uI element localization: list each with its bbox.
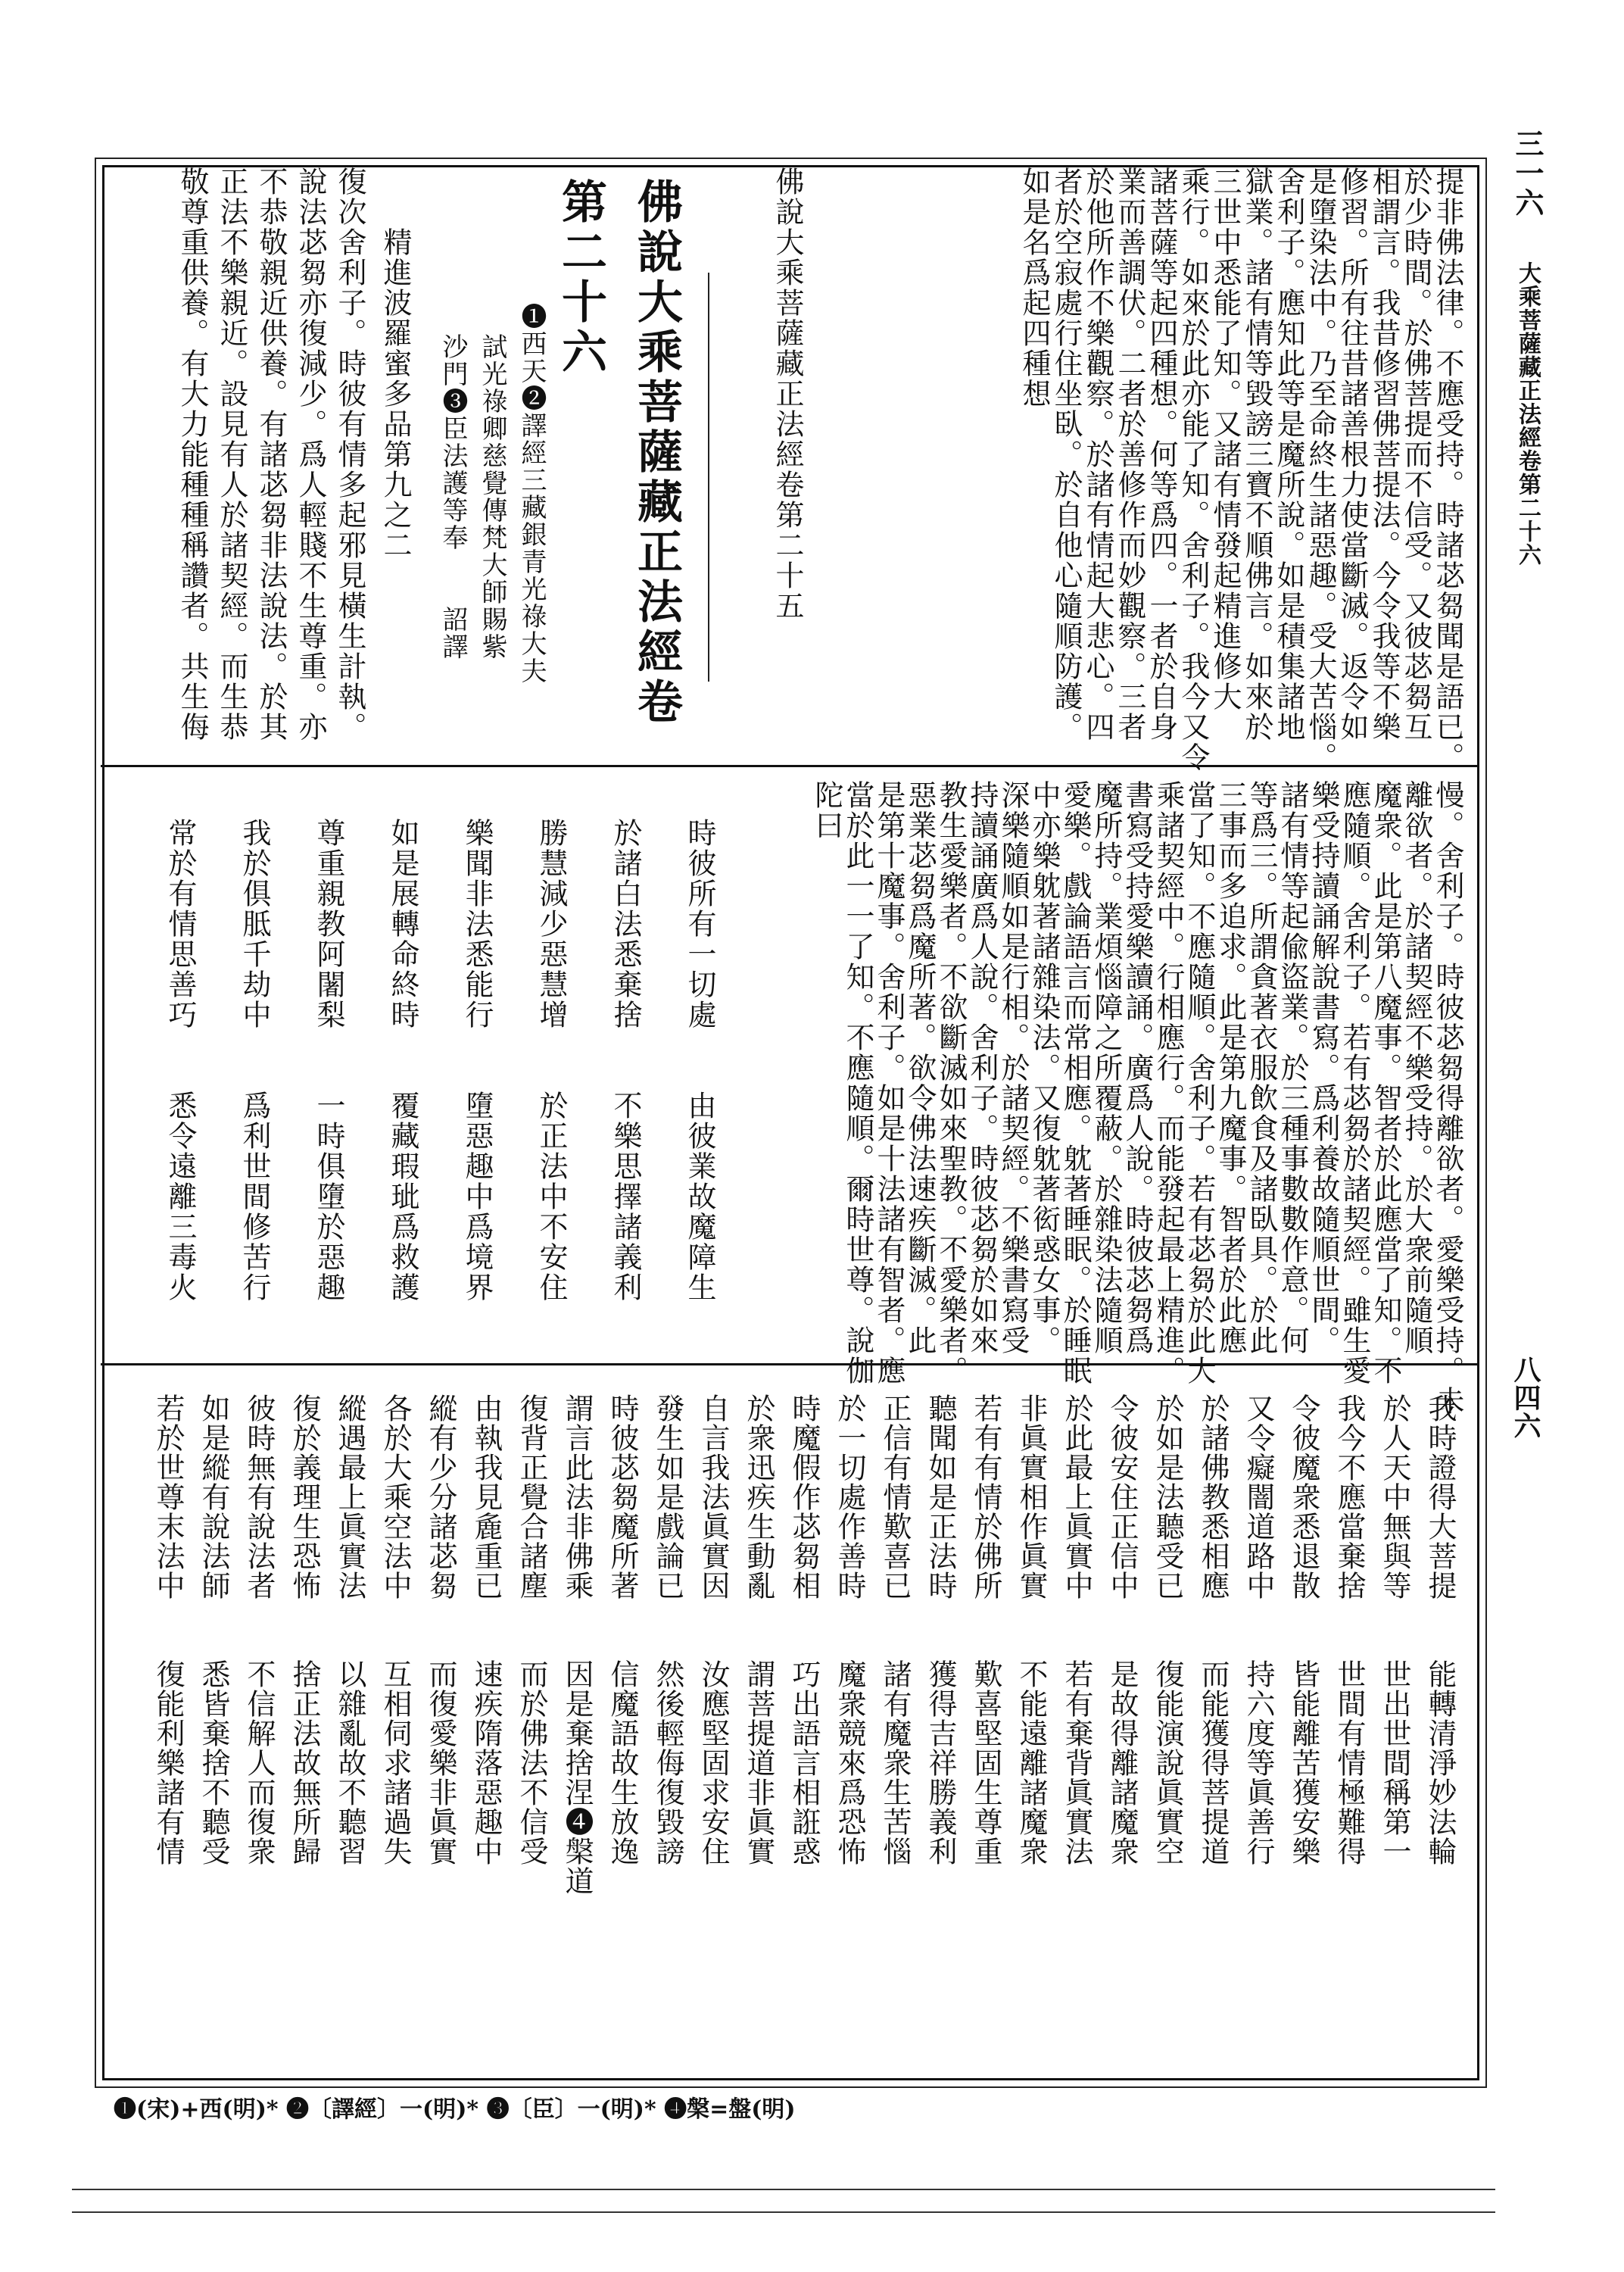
text-column: 當了知。不應隨順。舍利子。若有苾芻於此大 — [1183, 780, 1216, 1386]
verse-column: 時魔假作苾芻相 巧出語言相誑惑 — [787, 1393, 821, 1866]
verse-column: 如是縱有說法師 悉皆棄捨不聽受 — [197, 1393, 230, 1866]
verse-column: 令彼魔衆悉退散 皆能離苦獲安樂 — [1287, 1393, 1320, 1866]
verse-column: 復背正覺合諸塵 而於佛法不信受 — [515, 1393, 548, 1866]
register-divider-2 — [101, 1363, 1478, 1365]
text-column: 正法不樂親近。設見有人於諸契經。而生恭 — [215, 167, 248, 742]
bottom-rule — [72, 2189, 1495, 2190]
text-column: 教生愛樂者。不欲斷滅如來聖教。不愛樂者。 — [934, 780, 968, 1386]
text-column: 乘行。如來於此亦能了知。舍利子。我今又令 — [1177, 167, 1210, 772]
verse-column: 時彼所有一切處 由彼業故魔障生 — [683, 818, 716, 1303]
translator-line: 試光祿卿慈覺傳梵大師賜紫 — [477, 333, 507, 660]
text-column: 復次舍利子。時彼有情多起邪見橫生計執。 — [333, 167, 366, 742]
verse-column: 時彼苾芻魔所著 信魔語故生放逸 — [606, 1393, 639, 1866]
register-divider-1 — [101, 765, 1478, 767]
verse-column: 非眞實相作眞實 不能遠離諸魔衆 — [1015, 1393, 1048, 1866]
verse-column: 我今不應當棄捨 世間有情極難得 — [1333, 1393, 1366, 1866]
verse-column: 於人天中無與等 世出世間稱第一 — [1378, 1393, 1411, 1866]
bottom-rule — [72, 2211, 1495, 2213]
text-column: 於少時間。於佛菩提而不信受。又彼苾芻互 — [1399, 167, 1432, 742]
verse-column: 於一切處作善時 魔衆競來爲恐怖 — [833, 1393, 866, 1866]
verse-column: 常於有情思善巧 悉令遠離三毒火 — [164, 818, 197, 1303]
text-column: 舍利子。應知此等是魔所說。如是積集諸地 — [1272, 167, 1305, 742]
verse-column: 樂聞非法悉能行 墮惡趣中爲境界 — [460, 818, 494, 1303]
verse-column: 復於義理生恐怖 捨正法故無所歸 — [288, 1393, 321, 1866]
text-column: 離欲者。於諸契經不樂受持。於大衆前隨順 — [1400, 780, 1433, 1356]
verse-column: 縱有少分諸苾芻 而復愛樂非眞實 — [424, 1393, 457, 1866]
verse-column: 勝慧減少惡慧增 於正法中不安住 — [535, 818, 568, 1303]
text-column: 諸有情等起偸盜業。於三種事數數作意。何 — [1276, 780, 1309, 1356]
text-column: 深樂隨順如是行相。於諸契經。不樂書寫受 — [996, 780, 1030, 1356]
verse-column: 尊重親教阿闍梨 一時俱墮於惡趣 — [312, 818, 345, 1303]
verse-column: 各於大乘空法中 互相伺求諸過失 — [379, 1393, 412, 1866]
text-column: 等爲三。所謂貪著衣服飲食及諸臥具。於此 — [1245, 780, 1278, 1356]
verse-column: 於衆迅疾生動亂 謂菩提道非眞實 — [742, 1393, 775, 1866]
text-column: 是墮染法中。乃至命終生諸惡趣。受大苦惱。 — [1304, 167, 1337, 772]
verse-column: 於諸白法悉棄捨 不樂思擇諸義利 — [609, 818, 642, 1303]
text-column: 敬尊重供養。有大力能種種稱讚者。共生侮 — [176, 167, 209, 742]
sutra-end-title: 佛說大乘菩薩藏正法經卷第二十五 — [771, 167, 804, 621]
text-column: 中亦樂躭著諸雜染法。又復躭著衒惑女事。 — [1027, 780, 1061, 1356]
text-column: 惡業苾芻爲魔所著。欲令佛法速疾斷滅。此 — [903, 780, 937, 1356]
verse-column: 若有有情於佛所 歎喜堅固生尊重 — [969, 1393, 1002, 1866]
running-title: 大乘菩薩藏正法經卷第二十六 — [1514, 261, 1541, 566]
page-number-left: 三一六 — [1510, 129, 1545, 217]
text-column: 不恭敬親近供養。有諸苾芻非法說法。於其 — [254, 167, 288, 742]
verse-column: 正信有情歎喜已 諸有魔衆生苦惱 — [878, 1393, 912, 1866]
text-column: 者於空寂處行住坐臥。於自他心隨順防護。 — [1049, 167, 1083, 742]
text-column: 三事而多追求。此是第九魔事。智者於此應 — [1214, 780, 1247, 1356]
translator-line: ❶西天❷譯經三藏銀青光祿大夫 — [516, 303, 547, 685]
text-column: 書寫受持愛樂讀誦。廣爲人說。時彼苾芻爲 — [1121, 780, 1154, 1356]
text-column: 如是名爲起四種想 — [1018, 167, 1051, 409]
verse-column: 聽聞如是正法時 獲得吉祥勝義利 — [924, 1393, 957, 1866]
verse-column: 若於世尊末法中 復能利樂諸有情 — [151, 1393, 185, 1866]
text-column: 修習。所有往昔諸善根力使當斷滅。返令如 — [1336, 167, 1369, 742]
verse-column: 由執我見麁重已 速疾隋落惡趣中 — [469, 1393, 503, 1866]
verse-column: 自言我法眞實因 汝應堅固求安住 — [697, 1393, 730, 1866]
text-column: 於他所作不樂觀察。於諸有情起大悲心。四 — [1081, 167, 1114, 742]
sutra-title: 佛說大乘菩薩藏正法經卷 — [630, 178, 683, 728]
text-column: 乘諸契經中。行相應行。而能發起最上精進。 — [1152, 780, 1185, 1386]
page-number-right: 八四六 — [1510, 1356, 1541, 1440]
verse-column: 我於俱胝千劫中 爲利世間修苦行 — [238, 818, 271, 1303]
text-column: 應隨順。舍利子。若有苾芻於諸契經。雖生愛 — [1338, 780, 1371, 1386]
text-column: 當於此一一了知。不應隨順。爾時世尊。說伽 — [841, 780, 874, 1386]
text-column: 陀曰 — [810, 780, 843, 841]
text-column: 相謂言。我昔修習佛菩提法。今令我等不樂 — [1367, 167, 1401, 742]
text-column: 樂受持讀誦解說書寫。爲利養故隨順世間。 — [1307, 780, 1340, 1356]
text-column: 提非佛法律。不應受持。時諸苾芻聞是語已。 — [1431, 167, 1464, 772]
verse-column: 令彼安住正信中 是故得離諸魔衆 — [1105, 1393, 1139, 1866]
text-column: 魔衆。此是第八魔事。智者於此應當了知。不 — [1369, 780, 1402, 1386]
text-column: 業而善調伏。二者於善修作而妙觀察。三者 — [1113, 167, 1146, 742]
verse-column: 於如是法聽受已 復能演說眞實空 — [1151, 1393, 1184, 1866]
verse-column: 又令癡闇道路中 持六度等眞善行 — [1242, 1393, 1275, 1866]
verse-column: 謂言此法非佛乘 因是棄捨涅❹槃道 — [560, 1393, 594, 1896]
verse-column: 我時證得大菩提 能轉清淨妙法輪 — [1423, 1393, 1457, 1866]
text-column: 三世中悉能了知。又諸有情發起精進修大 — [1208, 167, 1242, 712]
text-column: 愛樂。戲論語言而常相應。躭著睡眠。於睡眠 — [1058, 780, 1092, 1386]
verse-column: 於諸佛教悉相應 而能獲得菩提道 — [1196, 1393, 1230, 1866]
fascicle-number: 第二十六 — [554, 178, 607, 378]
chapter-title: 精進波羅蜜多品第九之二 — [379, 227, 412, 560]
text-column: 慢。舍利子。時彼苾芻得離欲者。愛樂受持。未 — [1431, 780, 1464, 1416]
verse-column: 縱遇最上眞實法 以雜亂故不聽習 — [333, 1393, 366, 1866]
text-column: 諸菩薩等起四種想。何等爲四。一者於自身 — [1145, 167, 1178, 742]
footnote: ❶(宋)+西(明)* ❷〔譯經〕一(明)* ❸〔臣〕一(明)* ❹槃=盤(明) — [114, 2096, 796, 2123]
verse-column: 於此最上眞實中 若有棄背眞實法 — [1060, 1393, 1093, 1866]
verse-column: 如是展轉命終時 覆藏瑕玼爲救護 — [386, 818, 419, 1303]
section-rule — [708, 273, 709, 682]
text-column: 持讀誦廣爲人說。舍利子。時彼苾芻於如來 — [965, 780, 999, 1356]
verse-column: 發生如是戲論已 然後輕侮復毀謗 — [651, 1393, 684, 1866]
translator-line: 沙門❸臣法護等奉 詔譯 — [438, 333, 468, 660]
text-column: 魔所持。業煩惱障之所覆蔽。於雜染法隨順 — [1089, 780, 1123, 1356]
text-column: 說法苾芻亦復減少。爲人輕賤不生尊重。亦 — [294, 167, 327, 742]
text-column: 是第十魔事。舍利子。如是十法諸有智者。應 — [872, 780, 906, 1386]
verse-column: 彼時無有說法者 不信解人而復衆 — [242, 1393, 276, 1866]
text-column: 獄業。諸有情等毀謗三寶不順佛言。如來於 — [1240, 167, 1273, 742]
